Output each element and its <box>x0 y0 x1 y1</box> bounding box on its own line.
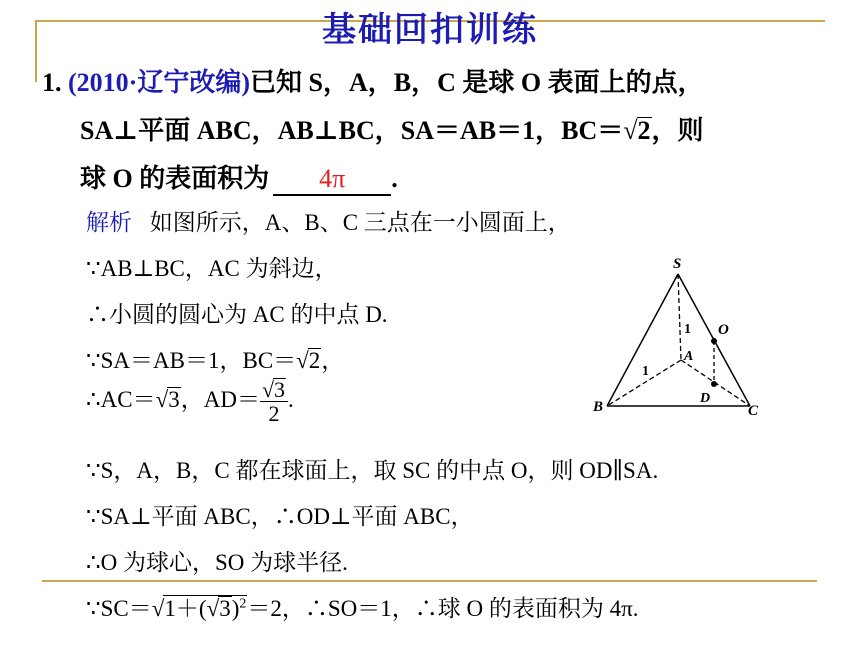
fraction-numerator: √3 <box>260 378 288 402</box>
label-SA-length: 1 <box>684 322 691 337</box>
question-radicand: 2 <box>637 116 651 145</box>
label-B: B <box>593 399 604 415</box>
label-O: O <box>718 322 729 338</box>
question-text-2b: ，则 <box>651 116 704 145</box>
solution-radicand-5: 3 <box>168 386 180 412</box>
solution-line-2: ∵AB⊥BC，AC 为斜边， <box>86 256 338 281</box>
solution-line-4: ∵SA＝AB＝1，BC＝√2， <box>86 348 345 373</box>
solution-text-9a: ∵SC＝ <box>86 596 152 621</box>
solution-text-5b: ，AD＝ <box>180 386 260 412</box>
solution-line-6: ∵S，A，B，C 都在球面上，取 SC 的中点 O，则 OD∥SA. <box>86 458 659 483</box>
fraction-denominator: 2 <box>268 401 280 427</box>
question-line-1 <box>42 62 704 99</box>
solution-text-4a: ∵SA＝AB＝1，BC＝ <box>86 348 297 373</box>
question-number: 1. <box>42 68 62 97</box>
solution-text-9b: ＝2，∴SO＝1，∴球 O 的表面积为 4π. <box>247 596 639 621</box>
solution-line-5: ∴AC＝√3，AD＝ $\frac{√3}{2}$ . <box>86 377 294 427</box>
point-O <box>711 338 717 344</box>
question-text-1: 已知 S，A，B，C 是球 O 表面上的点， <box>250 68 704 97</box>
label-S: S <box>673 256 682 272</box>
edge-SA <box>678 274 681 360</box>
question-line-3 <box>80 158 398 196</box>
solution-label: 解析 <box>86 210 132 236</box>
label-AB-length: 1 <box>642 364 649 379</box>
question-source: (2010·辽宁改编) <box>68 68 250 97</box>
solution-line-9: $\because SC=√1+(√3)^2=2$，∴SO＝1，∴球 O 的表面积为 4π. <box>86 596 639 621</box>
question-text-2a: SA⊥平面 ABC，AB⊥BC，SA＝AB＝1，BC＝ <box>80 116 624 145</box>
solution-text-5a: ∴AC＝ <box>86 386 156 412</box>
label-A: A <box>684 349 694 364</box>
solution-radicand-4: 2 <box>308 348 321 373</box>
point-D <box>711 381 717 387</box>
solution-text-1: 如图所示，A、B、C 三点在一小圆面上， <box>149 210 571 235</box>
question-text-3: 球 O 的表面积为 <box>80 164 270 193</box>
solution-radicand-9: $1+(√3)^2$ <box>164 596 247 621</box>
question-text-3-end: . <box>391 164 398 193</box>
label-D: D <box>700 391 711 406</box>
solution-text-4b: ， <box>321 348 345 373</box>
answer-blank: 4π <box>273 164 391 196</box>
question-line-2: SA⊥平面 ABC，AB⊥BC，SA＝AB＝1，BC＝√2，则 <box>80 116 704 145</box>
solution-line-7: ∵SA⊥平面 ABC，∴OD⊥平面 ABC， <box>86 504 474 529</box>
fraction-ad <box>260 378 288 425</box>
label-C: C <box>748 403 759 419</box>
solution-line-3: ∴小圆的圆心为 AC 的中点 D. <box>86 302 388 327</box>
page-title: 基础回扣训练 <box>322 10 538 50</box>
edge-SB <box>607 274 678 406</box>
tetrahedron-figure <box>585 248 775 428</box>
bottom-rule <box>42 580 817 582</box>
solution-line-8: ∴O 为球心，SO 为球半径. <box>86 550 348 575</box>
solution-text-5-end: . <box>288 386 294 412</box>
solution-line-1 <box>86 204 571 237</box>
